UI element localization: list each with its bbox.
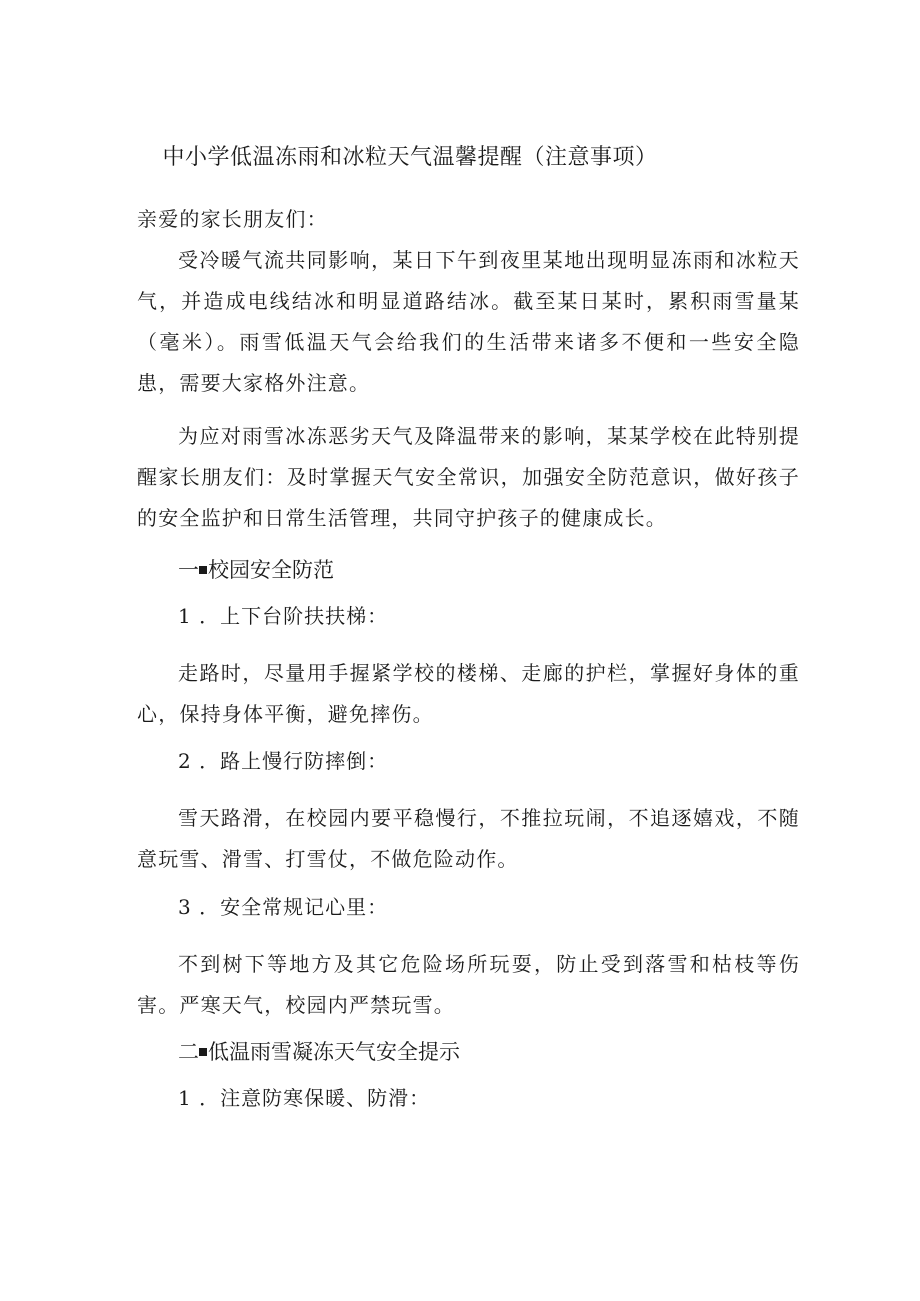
section-2-item-1-label: 1 ．注意防寒保暖、防滑： [178,1086,431,1110]
section-1-heading [178,553,334,587]
bullet-square-icon [199,566,207,574]
section-1-title: 校园安全防范 [208,558,334,582]
greeting: 亲爱的家长朋友们： [137,207,328,231]
section-2-number: 二 [178,1040,199,1064]
section-2-heading [178,1035,460,1069]
bullet-square-icon [199,1048,207,1056]
section-1-item-2-label: 2 ．路上慢行防摔倒： [178,749,389,773]
document-title: 中小学低温冻雨和冰粒天气温馨提醒（注意事项） [162,145,658,170]
section-1-item-3-label: 3 ．安全常规记心里： [178,895,389,919]
section-2-title: 低温雨雪凝冻天气安全提示 [208,1040,460,1064]
section-1-item-1-label: 1 ．上下台阶扶扶梯： [178,604,389,628]
intro-paragraph-2: 为应对雨雪冰冻恶劣天气及降温带来的影响，某某学校在此特别提醒家长朋友们：及时掌握天气安全常识，加强安全防范意识，做好孩子的安全监护和日常生活管理，共同守护孩子的健康成长。 [137,424,800,530]
section-1-item-1-text: 走路时，尽量用手握紧学校的楼梯、走廊的护栏，掌握好身体的重心，保持身体平衡，避免摔伤。 [137,661,800,726]
section-1-number: 一 [178,558,199,582]
section-1-item-2-text: 雪天路滑，在校园内要平稳慢行，不推拉玩闹，不追逐嬉戏，不随意玩雪、滑雪、打雪仗，不做危险动作。 [137,806,800,871]
intro-paragraph-1: 受冷暖气流共同影响，某日下午到夜里某地出现明显冻雨和冰粒天气，并造成电线结冰和明显道路结冰。截至某日某时，累积雨雪量某（毫米）。雨雪低温天气会给我们的生活带来诸多不便和一些安全隐患，需要大家格外注意。 [137,248,800,395]
section-1-item-3-text: 不到树下等地方及其它危险场所玩耍，防止受到落雪和枯枝等伤害。严寒天气，校园内严禁玩雪。 [137,952,800,1017]
